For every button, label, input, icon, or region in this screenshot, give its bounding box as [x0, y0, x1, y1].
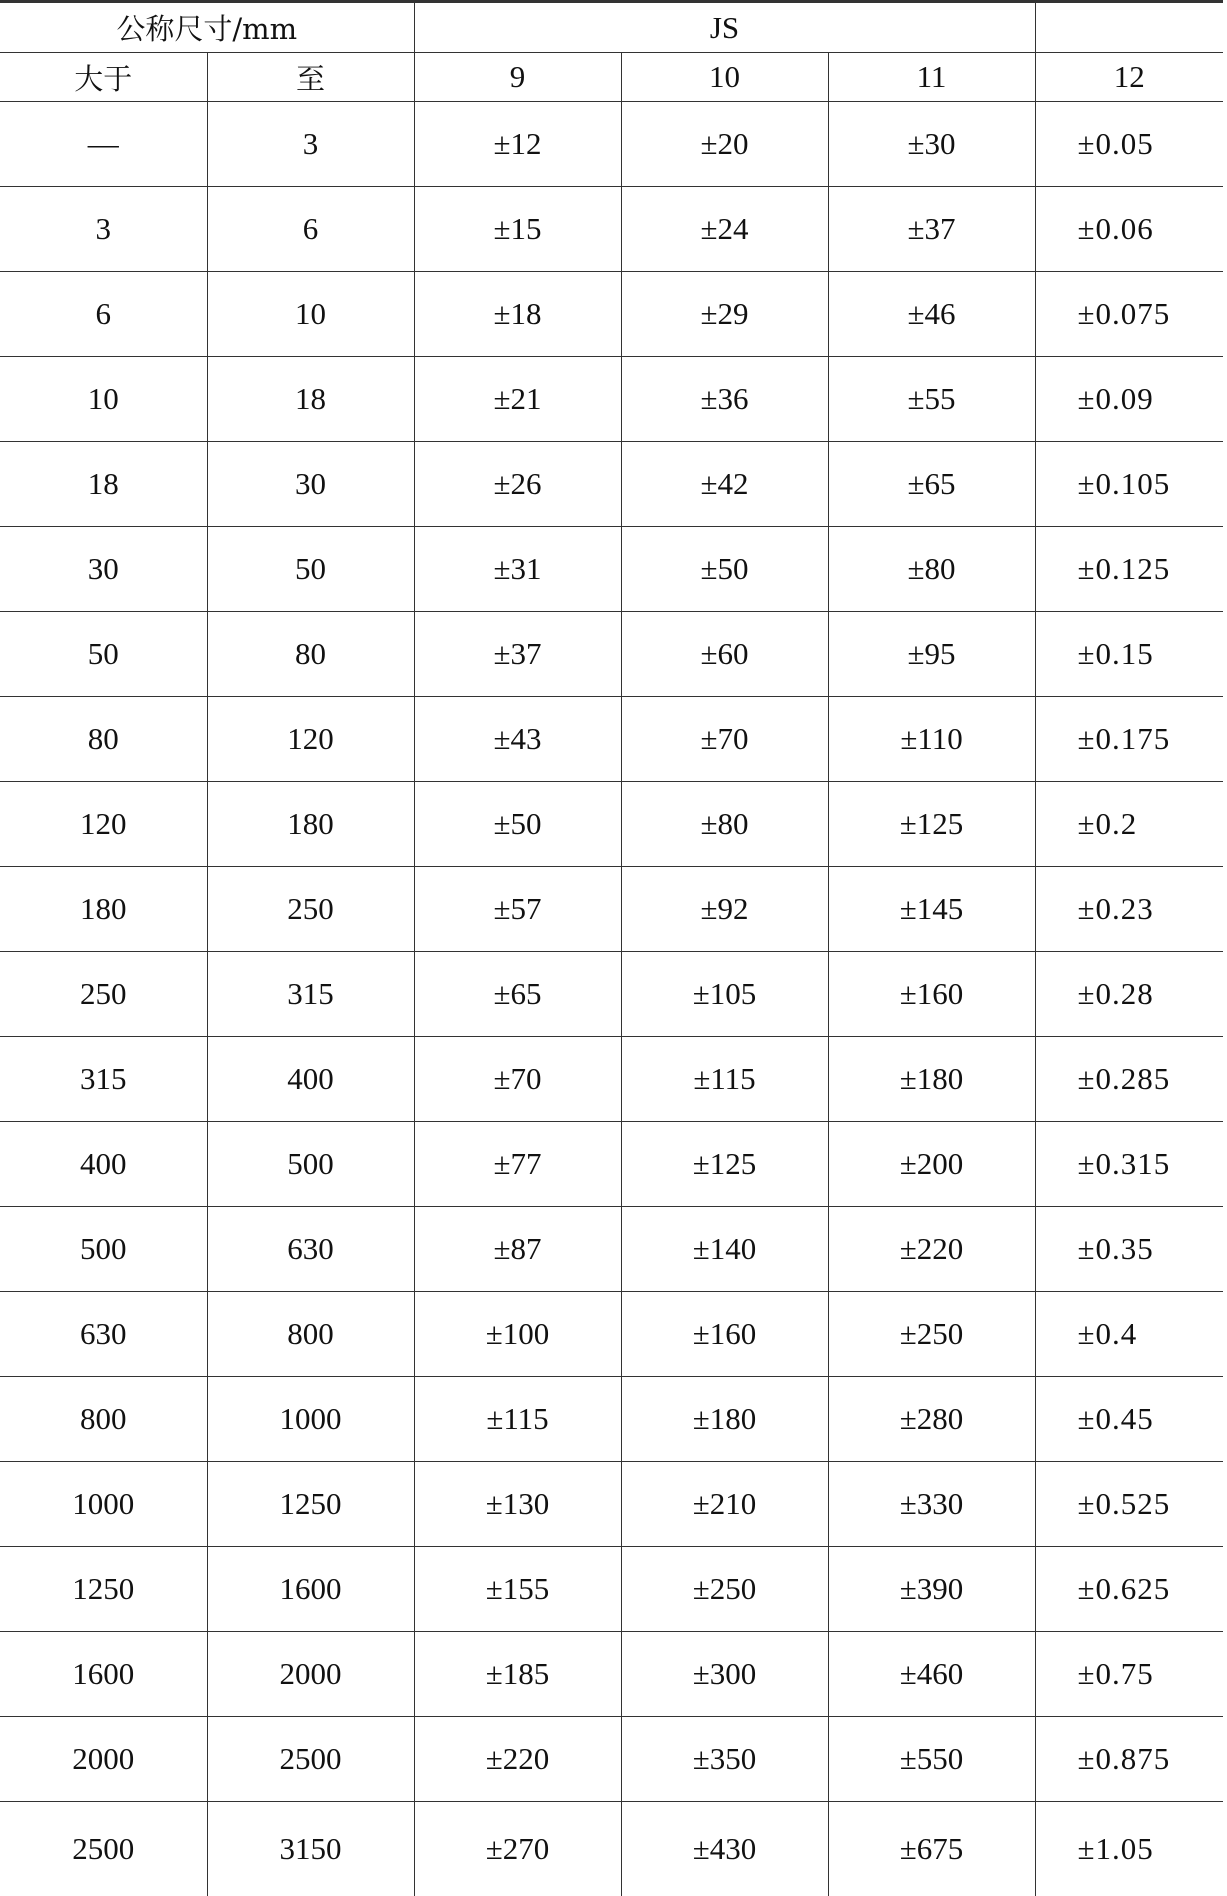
header-row-2	[0, 53, 1223, 102]
it11-cell: ±95	[828, 612, 1035, 697]
it9-cell: ±77	[414, 1122, 621, 1207]
it12-cell: ±0.875	[1035, 1717, 1223, 1802]
it9-cell: ±115	[414, 1377, 621, 1462]
it12-cell: ±0.23	[1035, 867, 1223, 952]
it12-cell: ±0.28	[1035, 952, 1223, 1037]
it12-cell: ±0.06	[1035, 187, 1223, 272]
it10-cell: ±115	[621, 1037, 828, 1122]
it10-cell: ±36	[621, 357, 828, 442]
table-row	[0, 1717, 1223, 1802]
it10-cell: ±250	[621, 1547, 828, 1632]
above-cell: 30	[0, 527, 207, 612]
it9-cell: ±26	[414, 442, 621, 527]
it10-cell: ±80	[621, 782, 828, 867]
grade-11-header: 11	[828, 53, 1035, 102]
it12-cell: ±0.075	[1035, 272, 1223, 357]
it9-cell: ±12	[414, 102, 621, 187]
above-cell: 2000	[0, 1717, 207, 1802]
it9-cell: ±18	[414, 272, 621, 357]
table-row	[0, 697, 1223, 782]
it12-cell: ±0.525	[1035, 1462, 1223, 1547]
it10-cell: ±24	[621, 187, 828, 272]
upto-cell: 3150	[207, 1802, 414, 1896]
it11-cell: ±160	[828, 952, 1035, 1037]
upto-cell: 3	[207, 102, 414, 187]
above-cell: 315	[0, 1037, 207, 1122]
it12-cell: ±0.45	[1035, 1377, 1223, 1462]
grade-9-header: 9	[414, 53, 621, 102]
table-row	[0, 612, 1223, 697]
it11-cell: ±390	[828, 1547, 1035, 1632]
it10-cell: ±125	[621, 1122, 828, 1207]
upto-cell: 1600	[207, 1547, 414, 1632]
it12-cell: ±0.05	[1035, 102, 1223, 187]
it11-cell: ±550	[828, 1717, 1035, 1802]
it11-cell: ±80	[828, 527, 1035, 612]
upto-cell: 250	[207, 867, 414, 952]
table-row	[0, 442, 1223, 527]
it12-cell: ±0.4	[1035, 1292, 1223, 1377]
it10-cell: ±105	[621, 952, 828, 1037]
upto-cell: 30	[207, 442, 414, 527]
it11-cell: ±460	[828, 1632, 1035, 1717]
it10-cell: ±180	[621, 1377, 828, 1462]
above-cell: 1000	[0, 1462, 207, 1547]
it9-cell: ±21	[414, 357, 621, 442]
table-row	[0, 1377, 1223, 1462]
table-row	[0, 272, 1223, 357]
it11-cell: ±330	[828, 1462, 1035, 1547]
it11-cell: ±200	[828, 1122, 1035, 1207]
it12-cell: ±0.105	[1035, 442, 1223, 527]
above-cell: 400	[0, 1122, 207, 1207]
table-row	[0, 357, 1223, 442]
it11-cell: ±37	[828, 187, 1035, 272]
table-row	[0, 1462, 1223, 1547]
it12-cell: ±0.09	[1035, 357, 1223, 442]
it10-cell: ±350	[621, 1717, 828, 1802]
it10-cell: ±29	[621, 272, 828, 357]
it12-cell: ±1.05	[1035, 1802, 1223, 1896]
upto-cell: 1000	[207, 1377, 414, 1462]
it11-cell: ±65	[828, 442, 1035, 527]
it9-cell: ±270	[414, 1802, 621, 1896]
above-cell: 10	[0, 357, 207, 442]
grade-10-header: 10	[621, 53, 828, 102]
table-row	[0, 1802, 1223, 1896]
upto-cell: 630	[207, 1207, 414, 1292]
it9-cell: ±185	[414, 1632, 621, 1717]
table-row	[0, 867, 1223, 952]
it12-cell: ±0.15	[1035, 612, 1223, 697]
it10-cell: ±140	[621, 1207, 828, 1292]
above-cell: 250	[0, 952, 207, 1037]
upto-cell: 10	[207, 272, 414, 357]
above-cell: 500	[0, 1207, 207, 1292]
it12-cell: ±0.2	[1035, 782, 1223, 867]
it9-cell: ±220	[414, 1717, 621, 1802]
it9-cell: ±70	[414, 1037, 621, 1122]
above-cell: 630	[0, 1292, 207, 1377]
it9-cell: ±130	[414, 1462, 621, 1547]
upto-header: 至	[207, 53, 414, 102]
it11-cell: ±46	[828, 272, 1035, 357]
it12-cell: ±0.285	[1035, 1037, 1223, 1122]
it11-cell: ±180	[828, 1037, 1035, 1122]
it12-cell: ±0.75	[1035, 1632, 1223, 1717]
upto-cell: 50	[207, 527, 414, 612]
it9-cell: ±100	[414, 1292, 621, 1377]
above-cell: 1250	[0, 1547, 207, 1632]
upto-cell: 400	[207, 1037, 414, 1122]
above-cell: 18	[0, 442, 207, 527]
tolerance-zone-header: JS	[414, 2, 1035, 53]
above-cell: 2500	[0, 1802, 207, 1896]
it10-cell: ±300	[621, 1632, 828, 1717]
upto-cell: 180	[207, 782, 414, 867]
upto-cell: 315	[207, 952, 414, 1037]
it12-cell: ±0.125	[1035, 527, 1223, 612]
table-row	[0, 1037, 1223, 1122]
it9-cell: ±31	[414, 527, 621, 612]
table-row	[0, 102, 1223, 187]
it9-cell: ±43	[414, 697, 621, 782]
upto-cell: 18	[207, 357, 414, 442]
it11-cell: ±30	[828, 102, 1035, 187]
table-row	[0, 1122, 1223, 1207]
table-row	[0, 527, 1223, 612]
it10-cell: ±92	[621, 867, 828, 952]
it11-cell: ±125	[828, 782, 1035, 867]
it12-cell: ±0.175	[1035, 697, 1223, 782]
it11-cell: ±220	[828, 1207, 1035, 1292]
table-row	[0, 782, 1223, 867]
above-cell: 180	[0, 867, 207, 952]
header-row-1	[0, 2, 1223, 53]
it10-cell: ±20	[621, 102, 828, 187]
it9-cell: ±65	[414, 952, 621, 1037]
nominal-size-header: 公称尺寸/mm	[0, 2, 414, 53]
it11-cell: ±250	[828, 1292, 1035, 1377]
it10-cell: ±430	[621, 1802, 828, 1896]
upto-cell: 120	[207, 697, 414, 782]
upto-cell: 2500	[207, 1717, 414, 1802]
it11-cell: ±675	[828, 1802, 1035, 1896]
it12-cell: ±0.35	[1035, 1207, 1223, 1292]
upto-cell: 6	[207, 187, 414, 272]
it11-cell: ±110	[828, 697, 1035, 782]
it10-cell: ±210	[621, 1462, 828, 1547]
it11-cell: ±280	[828, 1377, 1035, 1462]
it11-cell: ±55	[828, 357, 1035, 442]
table-row	[0, 187, 1223, 272]
above-cell: 1600	[0, 1632, 207, 1717]
it9-cell: ±87	[414, 1207, 621, 1292]
grade-12-header: 12	[1035, 53, 1223, 102]
upto-cell: 1250	[207, 1462, 414, 1547]
upto-cell: 500	[207, 1122, 414, 1207]
upto-cell: 800	[207, 1292, 414, 1377]
above-header: 大于	[0, 53, 207, 102]
it10-cell: ±60	[621, 612, 828, 697]
above-cell: 3	[0, 187, 207, 272]
above-cell: 50	[0, 612, 207, 697]
it10-cell: ±50	[621, 527, 828, 612]
it9-cell: ±37	[414, 612, 621, 697]
blank-header-cell	[1035, 2, 1223, 53]
table-row	[0, 1547, 1223, 1632]
it10-cell: ±160	[621, 1292, 828, 1377]
it10-cell: ±42	[621, 442, 828, 527]
table-row	[0, 1292, 1223, 1377]
above-cell: 120	[0, 782, 207, 867]
it10-cell: ±70	[621, 697, 828, 782]
upto-cell: 80	[207, 612, 414, 697]
above-cell: 6	[0, 272, 207, 357]
above-cell: 800	[0, 1377, 207, 1462]
upto-cell: 2000	[207, 1632, 414, 1717]
table-row	[0, 1632, 1223, 1717]
it12-cell: ±0.625	[1035, 1547, 1223, 1632]
it9-cell: ±57	[414, 867, 621, 952]
above-cell: —	[0, 102, 207, 187]
table-row	[0, 952, 1223, 1037]
it12-cell: ±0.315	[1035, 1122, 1223, 1207]
above-cell: 80	[0, 697, 207, 782]
it9-cell: ±50	[414, 782, 621, 867]
it11-cell: ±145	[828, 867, 1035, 952]
table-row	[0, 1207, 1223, 1292]
it9-cell: ±15	[414, 187, 621, 272]
it9-cell: ±155	[414, 1547, 621, 1632]
